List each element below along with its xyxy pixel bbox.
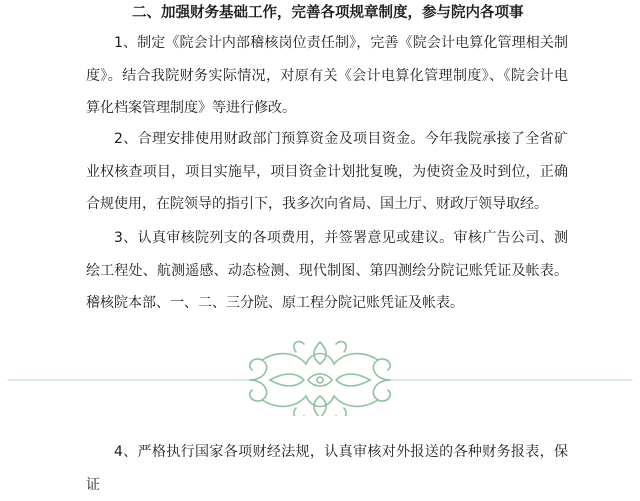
paragraph-4: 4、严格执行国家各项财经法规，认真审核对外报送的各种财务报表，保证 xyxy=(86,444,568,493)
paragraph-3: 3、认真审核院列支的各项费用，并签署意见或建议。审核广告公司、测绘工程处、航测遥感、动态检测、现代制图、第四测绘分院记账凭证及帐表。稽核院本部、一、二、三分院、原工程分院记账凭证及帐表。 xyxy=(86,230,568,311)
decorative-divider-ornament xyxy=(0,336,640,416)
section-heading: 二、加强财务基础工作，完善各项规章制度，参与院内各项事 xyxy=(132,5,524,21)
paragraph-1: 1、制定《院会计内部稽核岗位责任制》，完善《院会计电算化管理相关制度》。结合我院财务实际情况，对原有关《会计电算化管理制度》、《院会计电算化档案管理制度》等进行修改。 xyxy=(86,35,568,116)
paragraph-2: 2、合理安排使用财政部门预算资金及项目资金。今年我院承接了全省矿业权核查项目，项目实施早，项目资金计划批复晚，为使资金及时到位，正确合规使用，在院领导的指引下，我多次向省局、国土厅、财政厅领导取经。 xyxy=(86,131,568,212)
